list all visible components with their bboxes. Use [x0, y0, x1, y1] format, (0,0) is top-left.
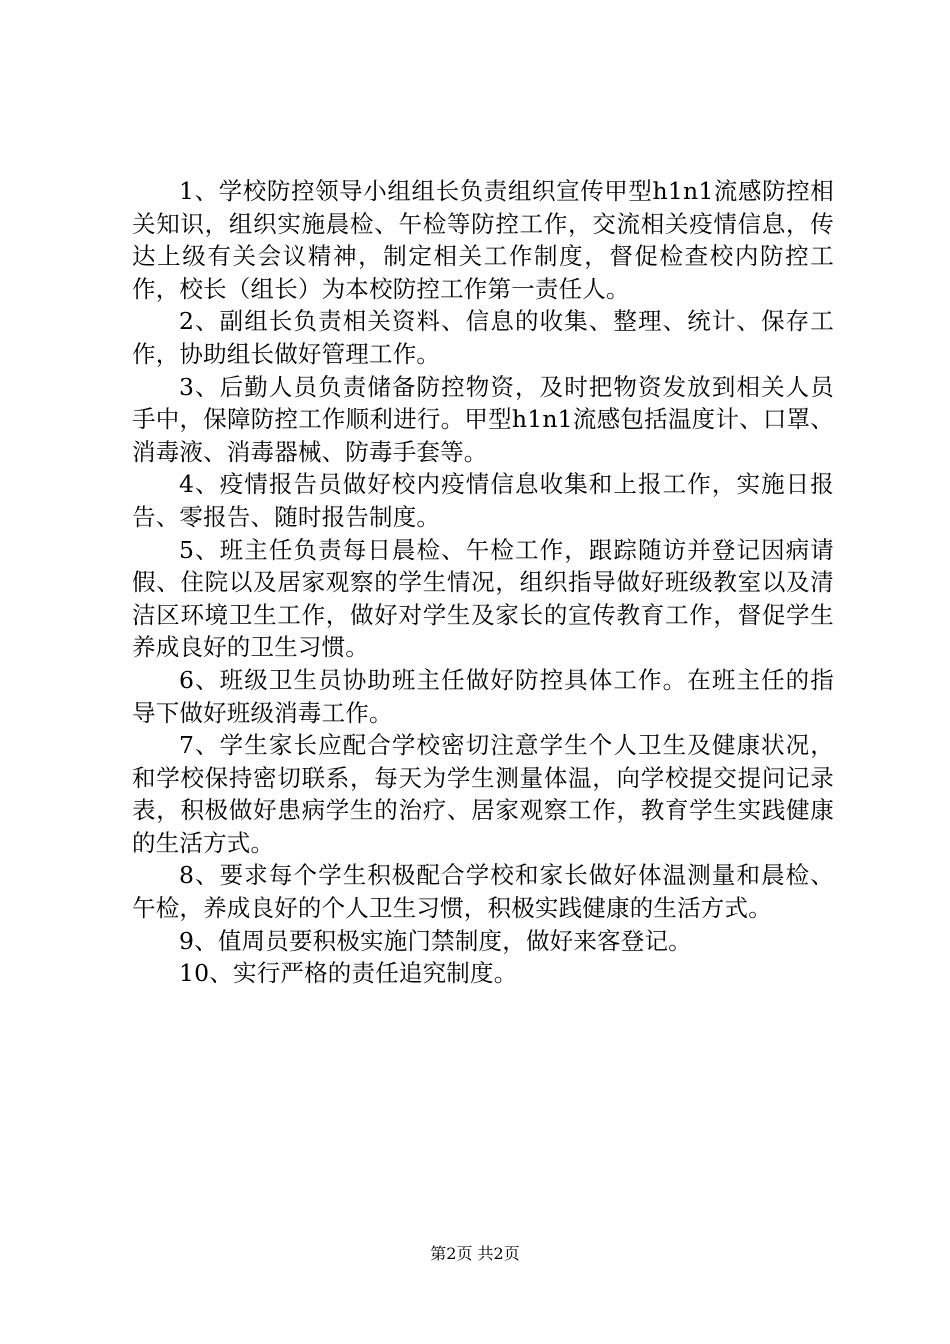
paragraph-8: 8、要求每个学生积极配合学校和家长做好体温测量和晨检、午检，养成良好的个人卫生习惯，积极实践健康的生活方式。 — [132, 861, 834, 923]
document-body — [132, 175, 834, 990]
paragraph-3: 3、后勤人员负责储备防控物资，及时把物资发放到相关人员手中，保障防控工作顺利进行。甲型h1n1流感包括温度计、口罩、消毒液、消毒器械、防毒手套等。 — [132, 372, 834, 466]
paragraph-1: 1、学校防控领导小组组长负责组织宣传甲型h1n1流感防控相关知识，组织实施晨检、午检等防控工作，交流相关疫情信息，传达上级有关会议精神，制定相关工作制度，督促检查校内防控工作，校长（组长）为本校防控工作第一责任人。 — [132, 177, 834, 303]
paragraph-7: 7、学生家长应配合学校密切注意学生个人卫生及健康状况，和学校保持密切联系，每天为学生测量体温，向学校提交提问记录表，积极做好患病学生的治疗、居家观察工作，教育学生实践健康的生活方式。 — [132, 731, 834, 857]
paragraph-4: 4、疫情报告员做好校内疫情信息收集和上报工作，实施日报告、零报告、随时报告制度。 — [132, 470, 834, 531]
page-number-footer: 第2页 共2页 — [430, 1244, 520, 1263]
paragraph-6: 6、班级卫生员协助班主任做好防控具体工作。在班主任的指导下做好班级消毒工作。 — [132, 665, 834, 727]
paragraph-10: 10、实行严格的责任追究制度。 — [179, 959, 518, 988]
paragraph-2: 2、副组长负责相关资料、信息的收集、整理、统计、保存工作，协助组长做好管理工作。 — [132, 307, 834, 368]
paragraph-5: 5、班主任负责每日晨检、午检工作，跟踪随访并登记因病请假、住院以及居家观察的学生情况，组织指导做好班级教室以及清洁区环境卫生工作，做好对学生及家长的宣传教育工作，督促学生养成良好的卫生习惯。 — [132, 535, 834, 662]
paragraph-9: 9、值周员要积极实施门禁制度，做好来客登记。 — [179, 926, 692, 955]
